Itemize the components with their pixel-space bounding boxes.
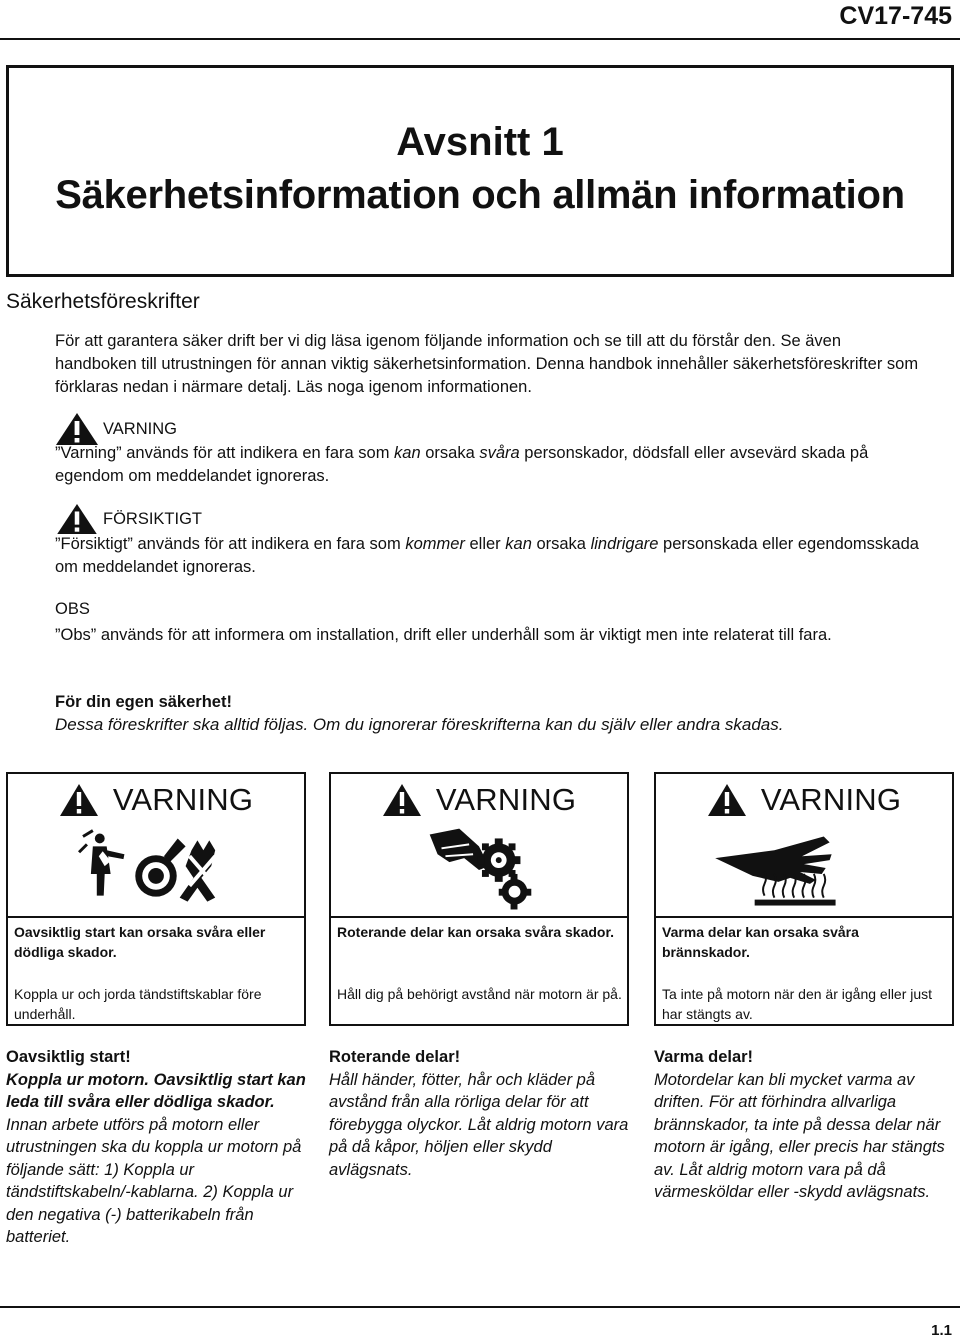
warning-triangle-icon	[59, 783, 99, 817]
caution-label: FÖRSIKTIGT	[103, 509, 202, 528]
sign-divider	[8, 916, 304, 918]
warning-triangle-icon	[707, 783, 747, 817]
section-title: Säkerhetsinformation och allmän information	[55, 173, 905, 217]
unexpected-start-pictogram-icon	[8, 826, 304, 916]
document-code: CV17-745	[839, 2, 952, 30]
sign-hazard-text: Varma delar kan orsaka svåra brännskador.	[662, 924, 859, 960]
rotating-parts-column	[329, 1046, 634, 1181]
warning-definition: ”Varning” används för att indikera en fara som kan orsaka svåra personskador, dödsfall eller avsevärd skada på egendom om meddelandet ignoreras.	[55, 444, 869, 485]
warning-sign-rotating-parts	[329, 772, 629, 1026]
sign-hazard-text: Oavsiktlig start kan orsaka svåra eller dödliga skador.	[14, 924, 266, 960]
obs-label: OBS	[55, 600, 90, 618]
rotating-gears-pictogram-icon	[331, 826, 627, 916]
caution-triangle-icon	[55, 503, 99, 535]
sign-header	[8, 774, 304, 826]
column-heading: Roterande delar!	[329, 1048, 461, 1066]
safety-precautions-heading: Säkerhetsföreskrifter	[6, 290, 200, 313]
page-number: 1.1	[931, 1322, 952, 1339]
caution-label-row	[55, 503, 202, 535]
sign-instruction-text: Koppla ur och jorda tändstiftskablar före underhåll.	[14, 986, 262, 1022]
safety-statement: Dessa föreskrifter ska alltid följas. Om du ignorerar föreskrifterna kan du själv eller andra skadas.	[55, 715, 784, 734]
intro-paragraph: För att garantera säker drift ber vi dig läsa igenom följande information och se till att du förstår den. Se även handboken till utrustningen för annan viktig säkerhetsinformation. Denna handbok innehåller säkerhetsföreskrifter som förklaras nedan i närmare detalj. Läs noga igenom informationen.	[55, 332, 919, 396]
warning-label-row	[55, 412, 177, 446]
obs-definition: ”Obs” används för att informera om installation, drift eller underhåll som är viktigt men inte relaterat till fara.	[55, 626, 832, 644]
sign-header-label: VARNING	[112, 782, 254, 817]
sign-header-label: VARNING	[760, 782, 902, 817]
warning-sign-hot-parts	[654, 772, 954, 1026]
column-body-text: Håll händer, fötter, hår och kläder på avstånd från alla rörliga delar för att förebygga olyckor. Låt aldrig motorn vara på då kåpor, höljen eller skydd avlägsnats.	[329, 1070, 629, 1179]
column-body-text: Motordelar kan bli mycket varma av driften. För att förhindra allvarliga brännskador, ta inte på dessa delar när motorn är igång, eller precis har stängts av. Låt aldrig motorn vara på då värmesköldar eller -skydd avlägsnats.	[654, 1070, 945, 1201]
section-number: Avsnitt 1	[396, 120, 564, 164]
sign-header	[656, 774, 952, 826]
footer-rule	[0, 1306, 960, 1308]
sign-instruction-text: Ta inte på motorn när den är igång eller just har stängts av.	[662, 986, 933, 1022]
warning-triangle-icon	[55, 412, 99, 446]
warning-triangle-icon	[382, 783, 422, 817]
sign-divider	[656, 916, 952, 918]
safety-label: För din egen säkerhet!	[55, 693, 232, 711]
sign-divider	[331, 916, 627, 918]
column-heading: Varma delar!	[654, 1048, 754, 1066]
warning-sign-unexpected-start	[6, 772, 306, 1026]
hot-parts-column	[654, 1046, 959, 1204]
sign-hazard-text: Roterande delar kan orsaka svåra skador.	[337, 924, 615, 940]
column-body-text: Innan arbete utförs på motorn eller utrustningen ska du koppla ur motorn på följande sätt: 1) Koppla ur tändstiftskabeln/-kablarna. 2) Koppla ur den negativa (-) batterikabeln från batteriet.	[6, 1115, 302, 1246]
warning-label: VARNING	[103, 419, 177, 438]
caution-definition: ”Försiktigt” används för att indikera en fara som kommer eller kan orsaka lindrigare personskada eller egendomsskada om meddelandet ignoreras.	[55, 535, 919, 576]
section-title-box	[6, 65, 954, 277]
sign-header-label: VARNING	[435, 782, 577, 817]
hot-surface-pictogram-icon	[656, 826, 952, 916]
sign-instruction-text: Håll dig på behörigt avstånd när motorn är på.	[337, 986, 622, 1002]
unexpected-start-column	[6, 1046, 311, 1249]
header-rule	[0, 38, 960, 40]
column-heading: Oavsiktlig start!	[6, 1048, 131, 1066]
column-emphasis-text: Koppla ur motorn. Oavsiktlig start kan leda till svåra eller dödliga skador.	[6, 1070, 306, 1111]
sign-header	[331, 774, 627, 826]
